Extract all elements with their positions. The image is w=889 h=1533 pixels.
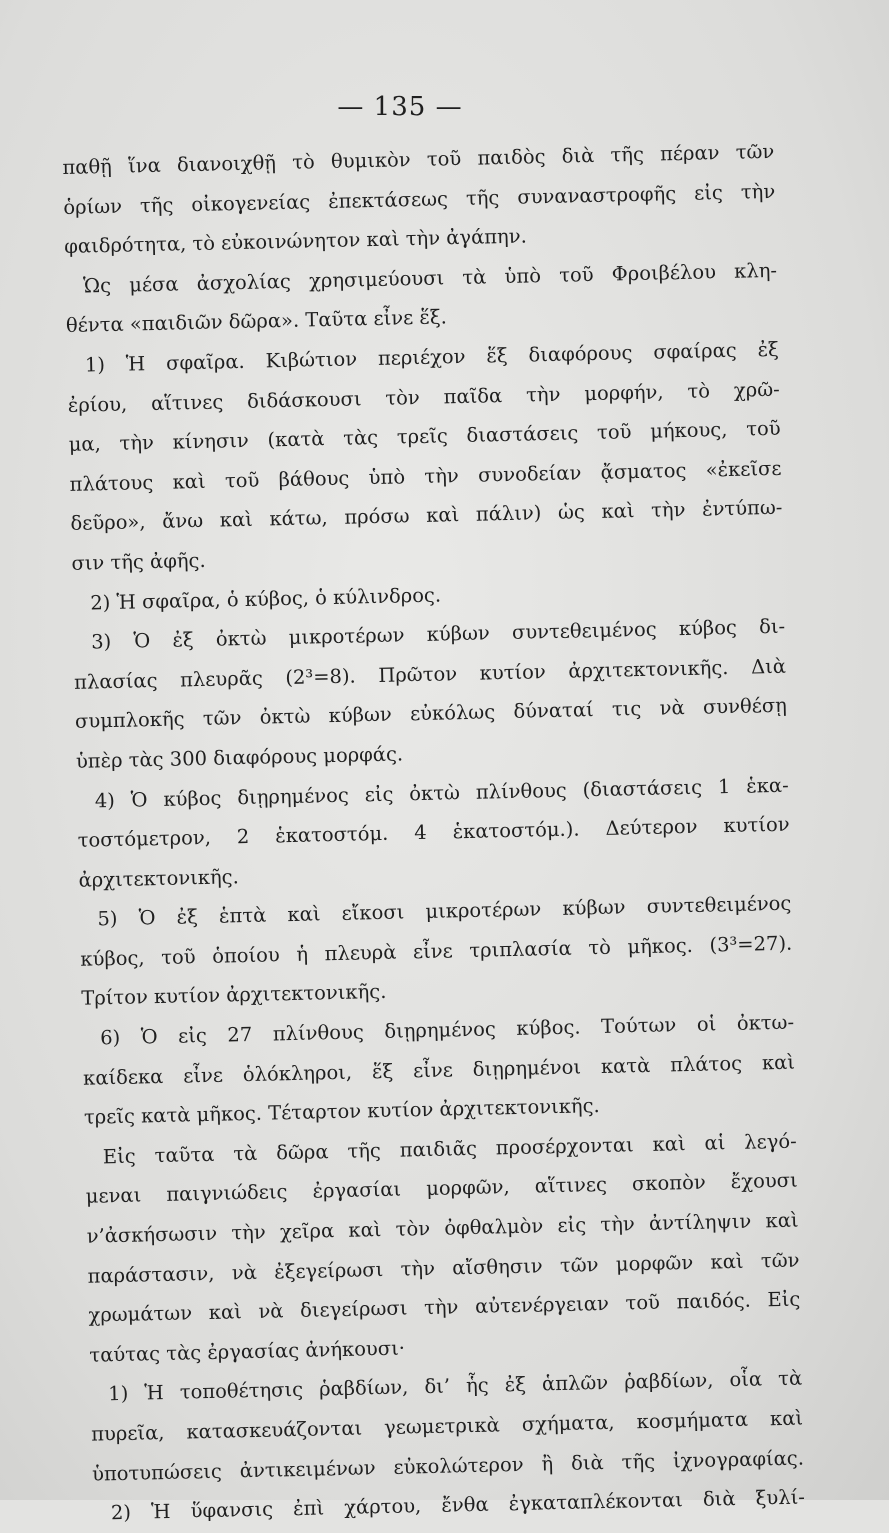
text-line: ἐρίου, αἵτινες διδάσκουσι τὸν παῖδα τὴν μορφήν, τὸ χρῶ- [67, 377, 780, 417]
text-line: 4) Ὁ κύβος διῃρημένος εἰς ὀκτὼ πλίνθους (διαστάσεις 1 ἑκα- [94, 773, 789, 812]
text-line: πυρεῖα, κατασκευάζονται γεωμετρικὰ σχήματα, κοσμήματα καὶ [90, 1406, 804, 1446]
text-line: δεῦρο», ἄνω καὶ κάτω, πρόσω καὶ πάλιν) ὡς καὶ τὴν ἐντύπω- [70, 496, 783, 536]
text-line: σιν τῆς ἀφῆς. [71, 548, 206, 575]
text-line: ὑπὲρ τὰς 300 διαφόρους μορφάς. [75, 742, 404, 773]
text-line: τρεῖς κατὰ μῆκος. Τέταρτον κυτίον ἀρχιτεκτονικῆς. [83, 1094, 600, 1129]
text-line: 5) Ὁ ἐξ ἑπτὰ καὶ εἴκοσι μικροτέρων κύβων συντεθειμένος [97, 891, 792, 931]
text-line: παθῇ ἵνα διανοιχθῇ τὸ θυμικὸν τοῦ παιδὸς διὰ τῆς πέραν τῶν [62, 139, 775, 179]
text-line: μα, τὴν κίνησιν (κατὰ τὰς τρεῖς διαστάσεις τοῦ μήκους, τοῦ [68, 416, 781, 457]
text-line: τοστόμετρον, 2 ἑκατοστόμ. 4 ἑκατοστόμ.). Δεύτερον κυτίον [77, 812, 790, 852]
text-line: 2) Ἡ σφαῖρα, ὁ κύβος, ὁ κύλινδρος. [90, 583, 442, 615]
text-line: Ὡς μέσα ἀσχολίας χρησιμεύουσι τὰ ὑπὸ τοῦ Φροιβέλου κλη- [82, 258, 778, 298]
text-line: κύβος, τοῦ ὁποίου ἡ πλευρὰ εἶνε τριπλασία τὸ μῆκος. (3³=27). [80, 931, 793, 971]
text-line: μεναι παιγνιώδεις ἐργασίαι μορφῶν, αἵτινες σκοπὸν ἔχουσι [85, 1169, 798, 1209]
text-line: ν’ἀσκήσωσιν τὴν χεῖρα καὶ τὸν ὀφθαλμὸν εἰς τὴν ἀντίληψιν καὶ [86, 1208, 799, 1248]
text-line: πλασίας πλευρᾶς (2³=8). Πρῶτον κυτίον ἀρχιτεκτονικῆς. Διὰ [73, 654, 787, 694]
text-line: φαιδρότητα, τὸ εὐκοινώνητον καὶ τὴν ἀγάπην. [63, 224, 528, 259]
text-line: 1) Ἡ τοποθέτησις ῥαβδίων, δι’ ἧς ἐξ ἁπλῶν ῥαβδίων, οἷα τὰ [108, 1366, 803, 1406]
text-line: ἀρχιτεκτονικῆς. [78, 864, 240, 892]
text-line: Τρίτον κυτίον ἀρχιτεκτονικῆς. [81, 980, 387, 1011]
text-line: χρωμάτων καὶ νὰ διεγείρωσι τὴν αὐτενέργειαν τοῦ παιδός. Εἰς [88, 1287, 801, 1327]
page-number: — 135 — [337, 92, 463, 122]
text-line: 2) Ἡ ὕφανσις ἐπὶ χάρτου, ἔνθα ἐγκαταπλέκονται διὰ ξυλί- [110, 1485, 806, 1525]
text-line: 3) Ὁ ἐξ ὀκτὼ μικροτέρων κύβων συντεθειμένος κύβος δι- [90, 614, 786, 654]
text-line: καίδεκα εἶνε ὁλόκληροι, ἕξ εἶνε διῃρημένοι κατὰ πλάτος καὶ [82, 1050, 796, 1090]
text-line: πλάτους καὶ τοῦ βάθους ὑπὸ τὴν συνοδείαν ᾄσματος «ἐκεῖσε [69, 456, 782, 496]
text-line: Εἰς ταῦτα τὰ δῶρα τῆς παιδιᾶς προσέρχονται καὶ αἱ λεγό- [102, 1129, 797, 1169]
text-line: θέντα «παιδιῶν δῶρα». Ταῦτα εἶνε ἕξ. [65, 305, 448, 338]
text-line: 1) Ἡ σφαῖρα. Κιβώτιον περιέχον ἕξ διαφόρους σφαίρας ἐξ [84, 337, 780, 377]
text-line: ὁρίων τῆς οἰκογενείας ἐπεκτάσεως τῆς συναναστροφῆς εἰς τὴν [63, 179, 776, 219]
text-line: ταύτας τὰς ἐργασίας ἀνήκουσι· [89, 1336, 406, 1367]
text-line: 6) Ὁ εἰς 27 πλίνθους διῃρημένος κύβος. Τούτων οἱ ὀκτω- [99, 1010, 795, 1050]
text-line: συμπλοκῆς τῶν ὀκτὼ κύβων εὐκόλως δύναταί τις νὰ συνθέσῃ [74, 694, 788, 734]
body-text [62, 132, 805, 1533]
text-line: ὑποτυπώσεις ἀντικειμένων εὐκολώτερον ἢ διὰ τῆς ἰχνογραφίας. [91, 1446, 805, 1486]
text-line: παράστασιν, νὰ ἐξεγείρωσι τὴν αἴσθησιν τῶν μορφῶν καὶ τῶν [87, 1248, 800, 1288]
